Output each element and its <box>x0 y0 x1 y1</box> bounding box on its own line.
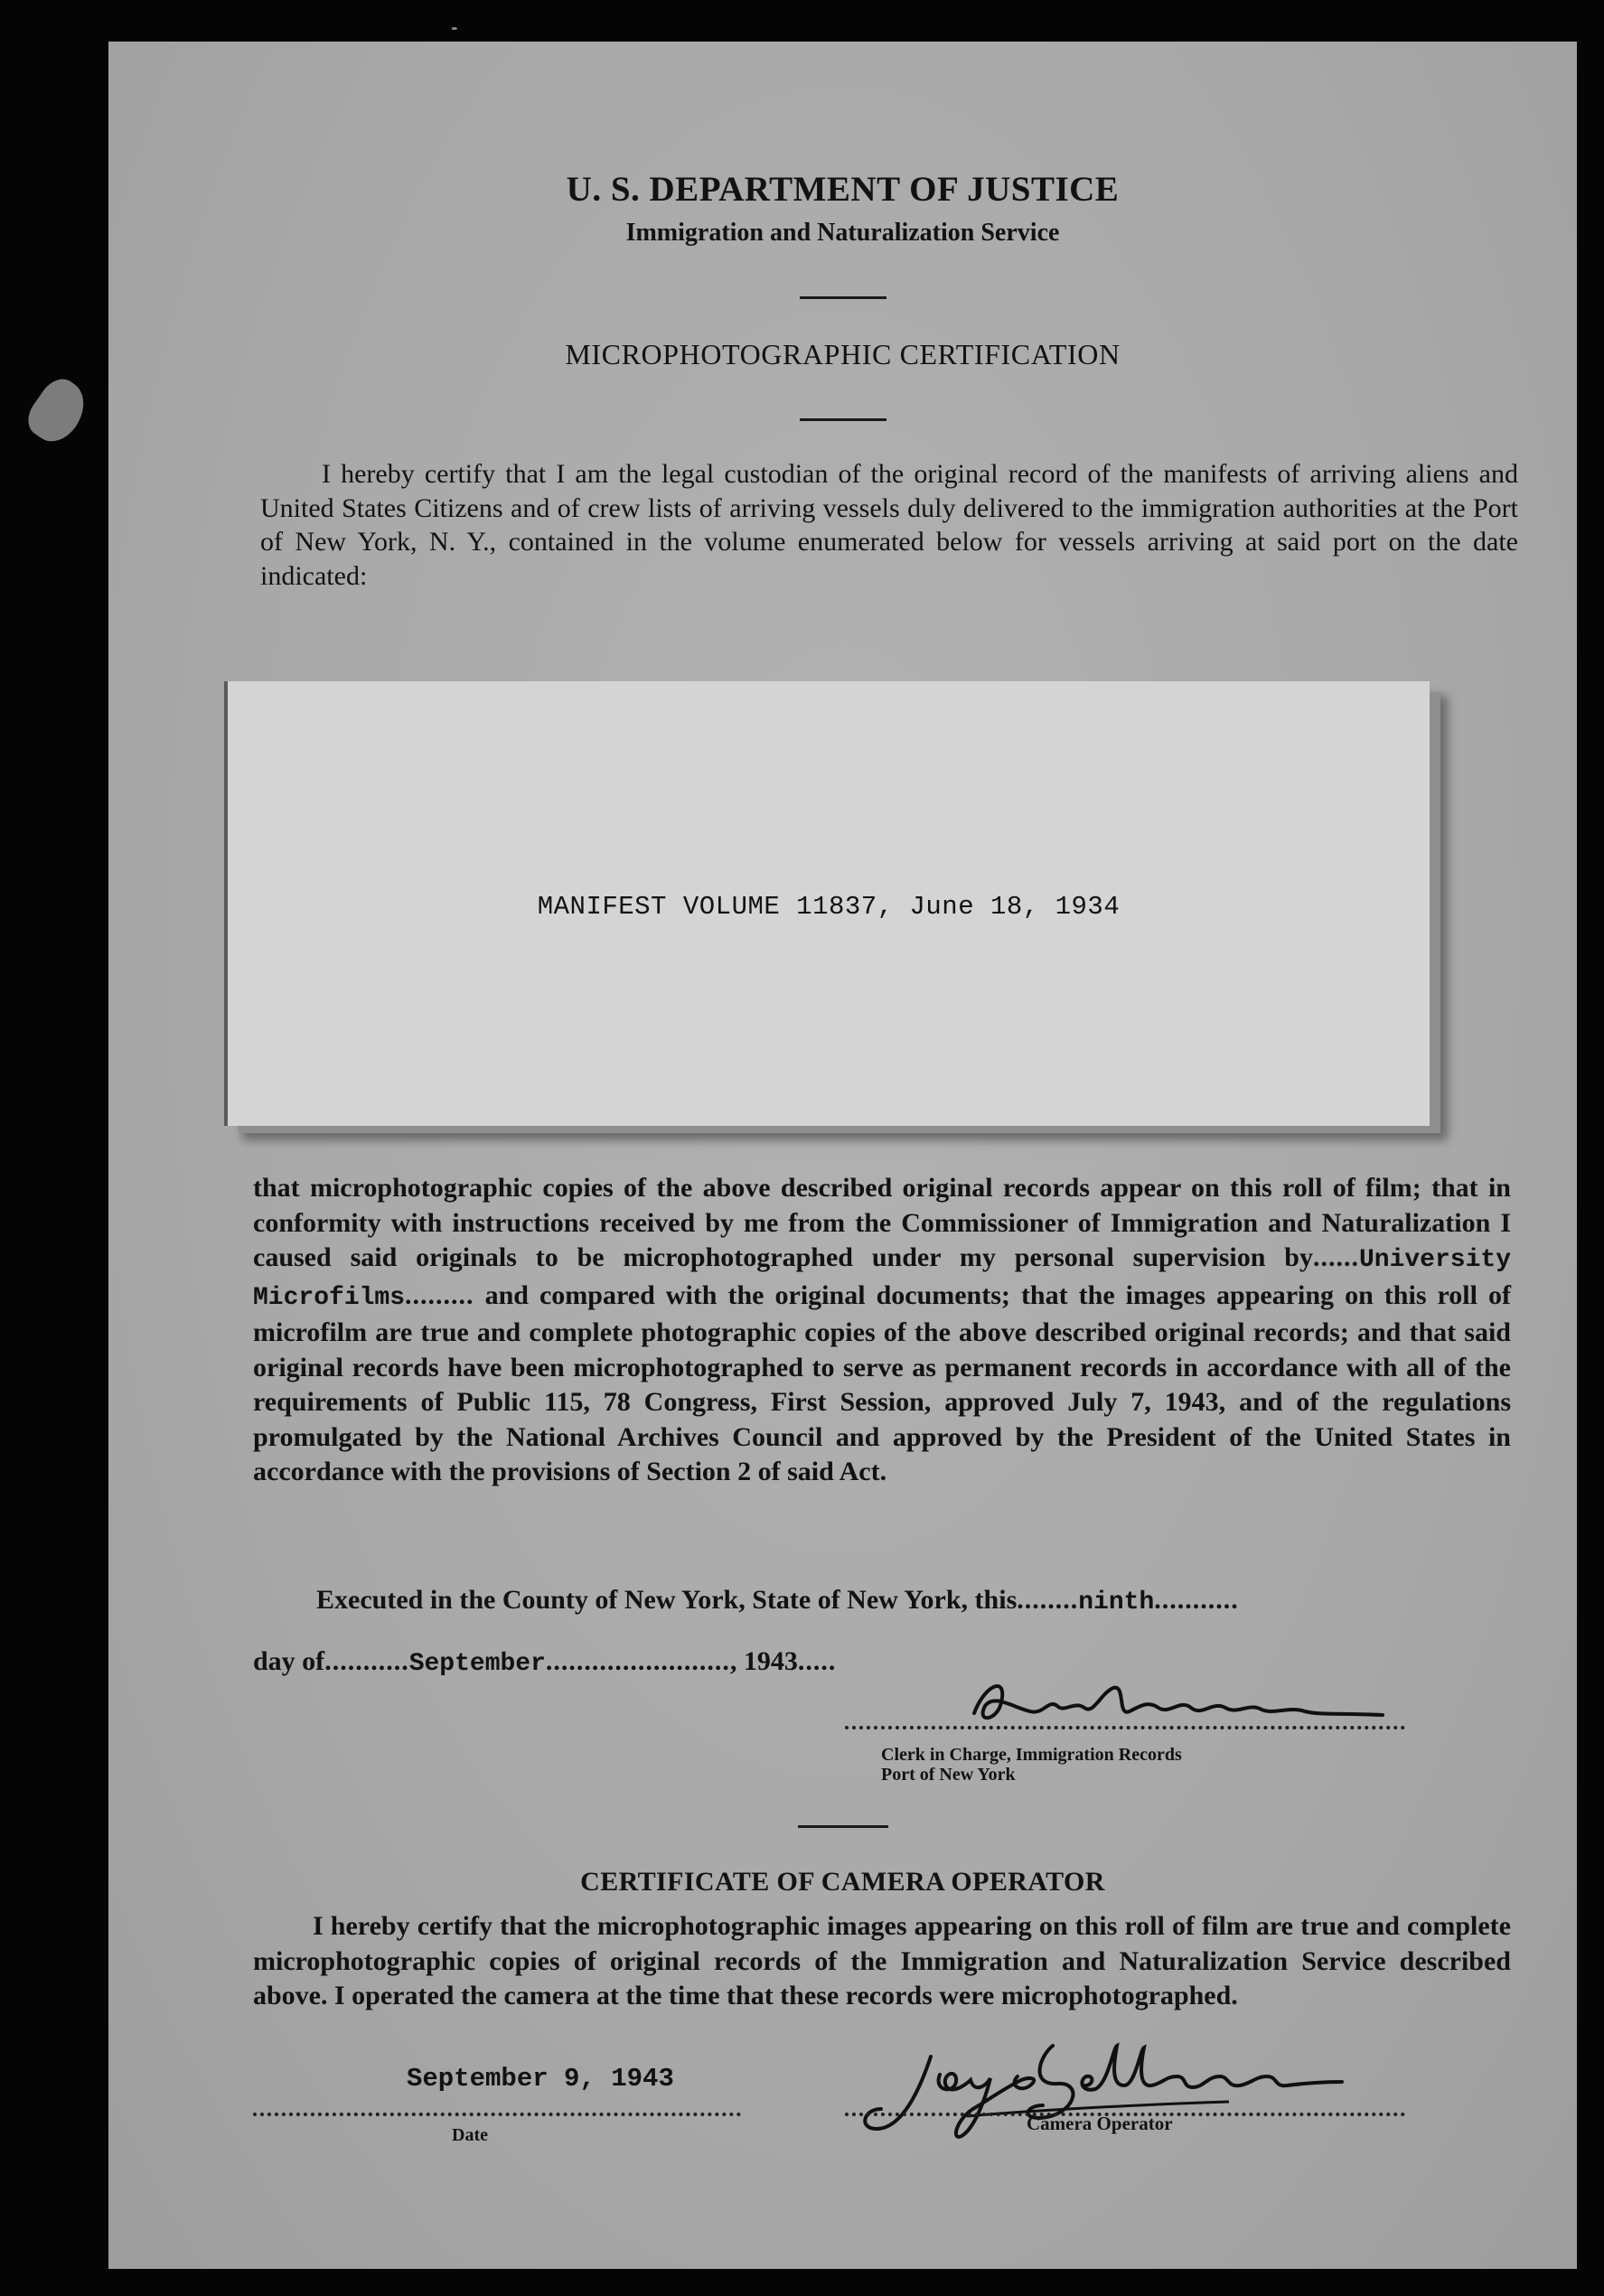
divider <box>800 418 886 421</box>
department-heading: U. S. DEPARTMENT OF JUSTICE <box>566 170 1120 209</box>
certification-title: MICROPHOTOGRAPHIC CERTIFICATION <box>565 338 1121 370</box>
certification-text-part1: that microphotographic copies of the above described original records appear on this roll of film; that in conformity with instructions received by me from the Commissioner of Immigration and Naturalization I caused said originals to be microphotographed under my personal supervision by <box>253 1173 1511 1272</box>
execution-day: ninth <box>1078 1588 1155 1617</box>
certificate-date-value: September 9, 1943 <box>407 2064 674 2094</box>
date-line <box>253 2113 741 2116</box>
clerk-title-line1: Clerk in Charge, Immigration Records <box>881 1745 1182 1765</box>
camera-operator-paragraph <box>253 1909 1511 2014</box>
certification-paragraph: that microphotographic copies of the above described original records appear on this roll of film; that in conformity with instructions received by me from the Commissioner of Immigration and Naturalization I caused said originals to be microphotographed under my personal supervision by......University Microfilms......... and compared with the original documents; that the images appearing on this roll of microfilm are true and complete photographic copies of the above described original records; and that said original records have been microphotographed to serve as permanent records in accordance with all of the requirements of Public 115, 78 Congress, First Session, approved July 7, 1943, and of the regulations promulgated by the National Archives Council and approved by the President of the United States in accordance with the provisions of Section 2 of said Act. <box>253 1173 1511 1486</box>
record-card <box>224 681 1430 1126</box>
custodian-paragraph <box>260 457 1518 593</box>
certificate-sheet <box>108 42 1577 2269</box>
film-speck <box>452 27 457 30</box>
date-caption: Date <box>452 2125 488 2145</box>
custodian-paragraph-text: I hereby certify that I am the legal custodian of the original record of the manifests of arriving aliens and United States Citizens and of crew lists of arriving vessels duly delivered to the immigration authorities at the Port of New York, N. Y., contained in the volume enumerated below for vessels arriving at said port on the date indicated: <box>260 459 1518 591</box>
camera-operator-caption: Camera Operator <box>1027 2113 1173 2134</box>
execution-year: , 1943 <box>729 1646 798 1676</box>
day-of-label: day of <box>253 1646 325 1676</box>
clerk-signature-line <box>845 1726 1405 1729</box>
camera-operator-text: I hereby certify that the microphotographic images appearing on this roll of film are true and complete microphotographic copies of original records of the Immigration and Naturalization Service described above. I operated the camera at the time that these records were microphotographed. <box>253 1911 1511 2010</box>
clerk-title-line2: Port of New York <box>881 1765 1016 1785</box>
execution-prefix: Executed in the County of New York, State of New York, this <box>316 1585 1018 1615</box>
contractor-name: University Microfilms <box>253 1246 1511 1312</box>
divider <box>798 1825 888 1828</box>
record-card-text: MANIFEST VOLUME 11837, June 18, 1934 <box>537 892 1121 922</box>
service-subheading: Immigration and Naturalization Service <box>625 219 1060 247</box>
film-speck <box>21 371 96 450</box>
divider <box>800 296 886 299</box>
clerk-title <box>881 1745 1182 1785</box>
execution-line: Executed in the County of New York, State of New York, this........ninth........... <box>316 1585 1239 1617</box>
camera-operator-title: CERTIFICATE OF CAMERA OPERATOR <box>580 1867 1105 1897</box>
execution-month: September <box>408 1650 546 1678</box>
certification-text-part2: and compared with the original documents; that the images appearing on this roll of microfilm are true and complete photographic copies of the above described original records; and that said original records have been microphotographed to serve as permanent records in accordance with all of the requirements of Public 115, 78 Congress, First Session, approved July 7, 1943, and of the regulations promulgated by the National Archives Council and approved by the President of the United States in accordance with the provisions of Section 2 of said Act. <box>253 1279 1511 1486</box>
month-line: day of...........September........................, 1943..... <box>253 1646 837 1678</box>
